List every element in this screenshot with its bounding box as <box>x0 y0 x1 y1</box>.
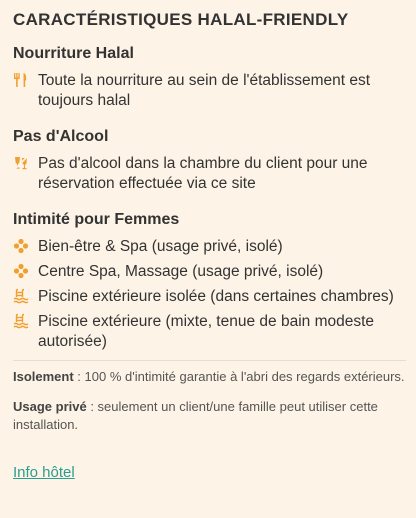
item-text: Piscine extérieure (mixte, tenue de bain modeste autorisée) <box>38 313 375 350</box>
isolation-text: : 100 % d'intimité garantie à l'abri des regards extérieurs. <box>73 369 405 384</box>
private-use-note <box>13 398 406 434</box>
private-label: Usage privé <box>13 399 87 414</box>
spa-flower-icon <box>13 263 29 279</box>
isolation-label: Isolement <box>13 369 74 384</box>
section-no-alcohol <box>13 127 406 194</box>
panel-title: CARACTÉRISTIQUES HALAL-FRIENDLY <box>13 10 349 29</box>
isolation-note <box>13 368 406 386</box>
item-text: Pas d'alcool dans la chambre du client pour une réservation effectuée via ce site <box>38 155 368 192</box>
divider <box>13 360 406 361</box>
no-alcohol-icon <box>13 155 29 171</box>
pool-icon <box>13 288 29 304</box>
list-item <box>13 237 406 257</box>
spa-flower-icon <box>13 238 29 254</box>
item-text: Piscine extérieure isolée (dans certaines chambres) <box>38 288 394 305</box>
item-text: Bien-être & Spa (usage privé, isolé) <box>38 238 283 255</box>
list-item <box>13 154 406 194</box>
hotel-info-link[interactable]: Info hôtel <box>13 464 75 481</box>
item-text: Centre Spa, Massage (usage privé, isolé) <box>38 263 324 280</box>
list-item <box>13 312 406 352</box>
section-halal-food <box>13 44 406 111</box>
utensils-icon <box>13 72 29 88</box>
pool-icon <box>13 313 29 329</box>
section-title: Nourriture Halal <box>13 45 134 62</box>
section-title: Pas d'Alcool <box>13 128 109 145</box>
item-text: Toute la nourriture au sein de l'établissement est toujours halal <box>38 72 371 109</box>
list-item <box>13 287 406 307</box>
list-item <box>13 262 406 282</box>
list-item <box>13 71 406 111</box>
section-title: Intimité pour Femmes <box>13 211 180 228</box>
private-text: : seulement un client/une famille peut utiliser cette installation. <box>13 399 378 432</box>
section-women-privacy <box>13 210 406 352</box>
